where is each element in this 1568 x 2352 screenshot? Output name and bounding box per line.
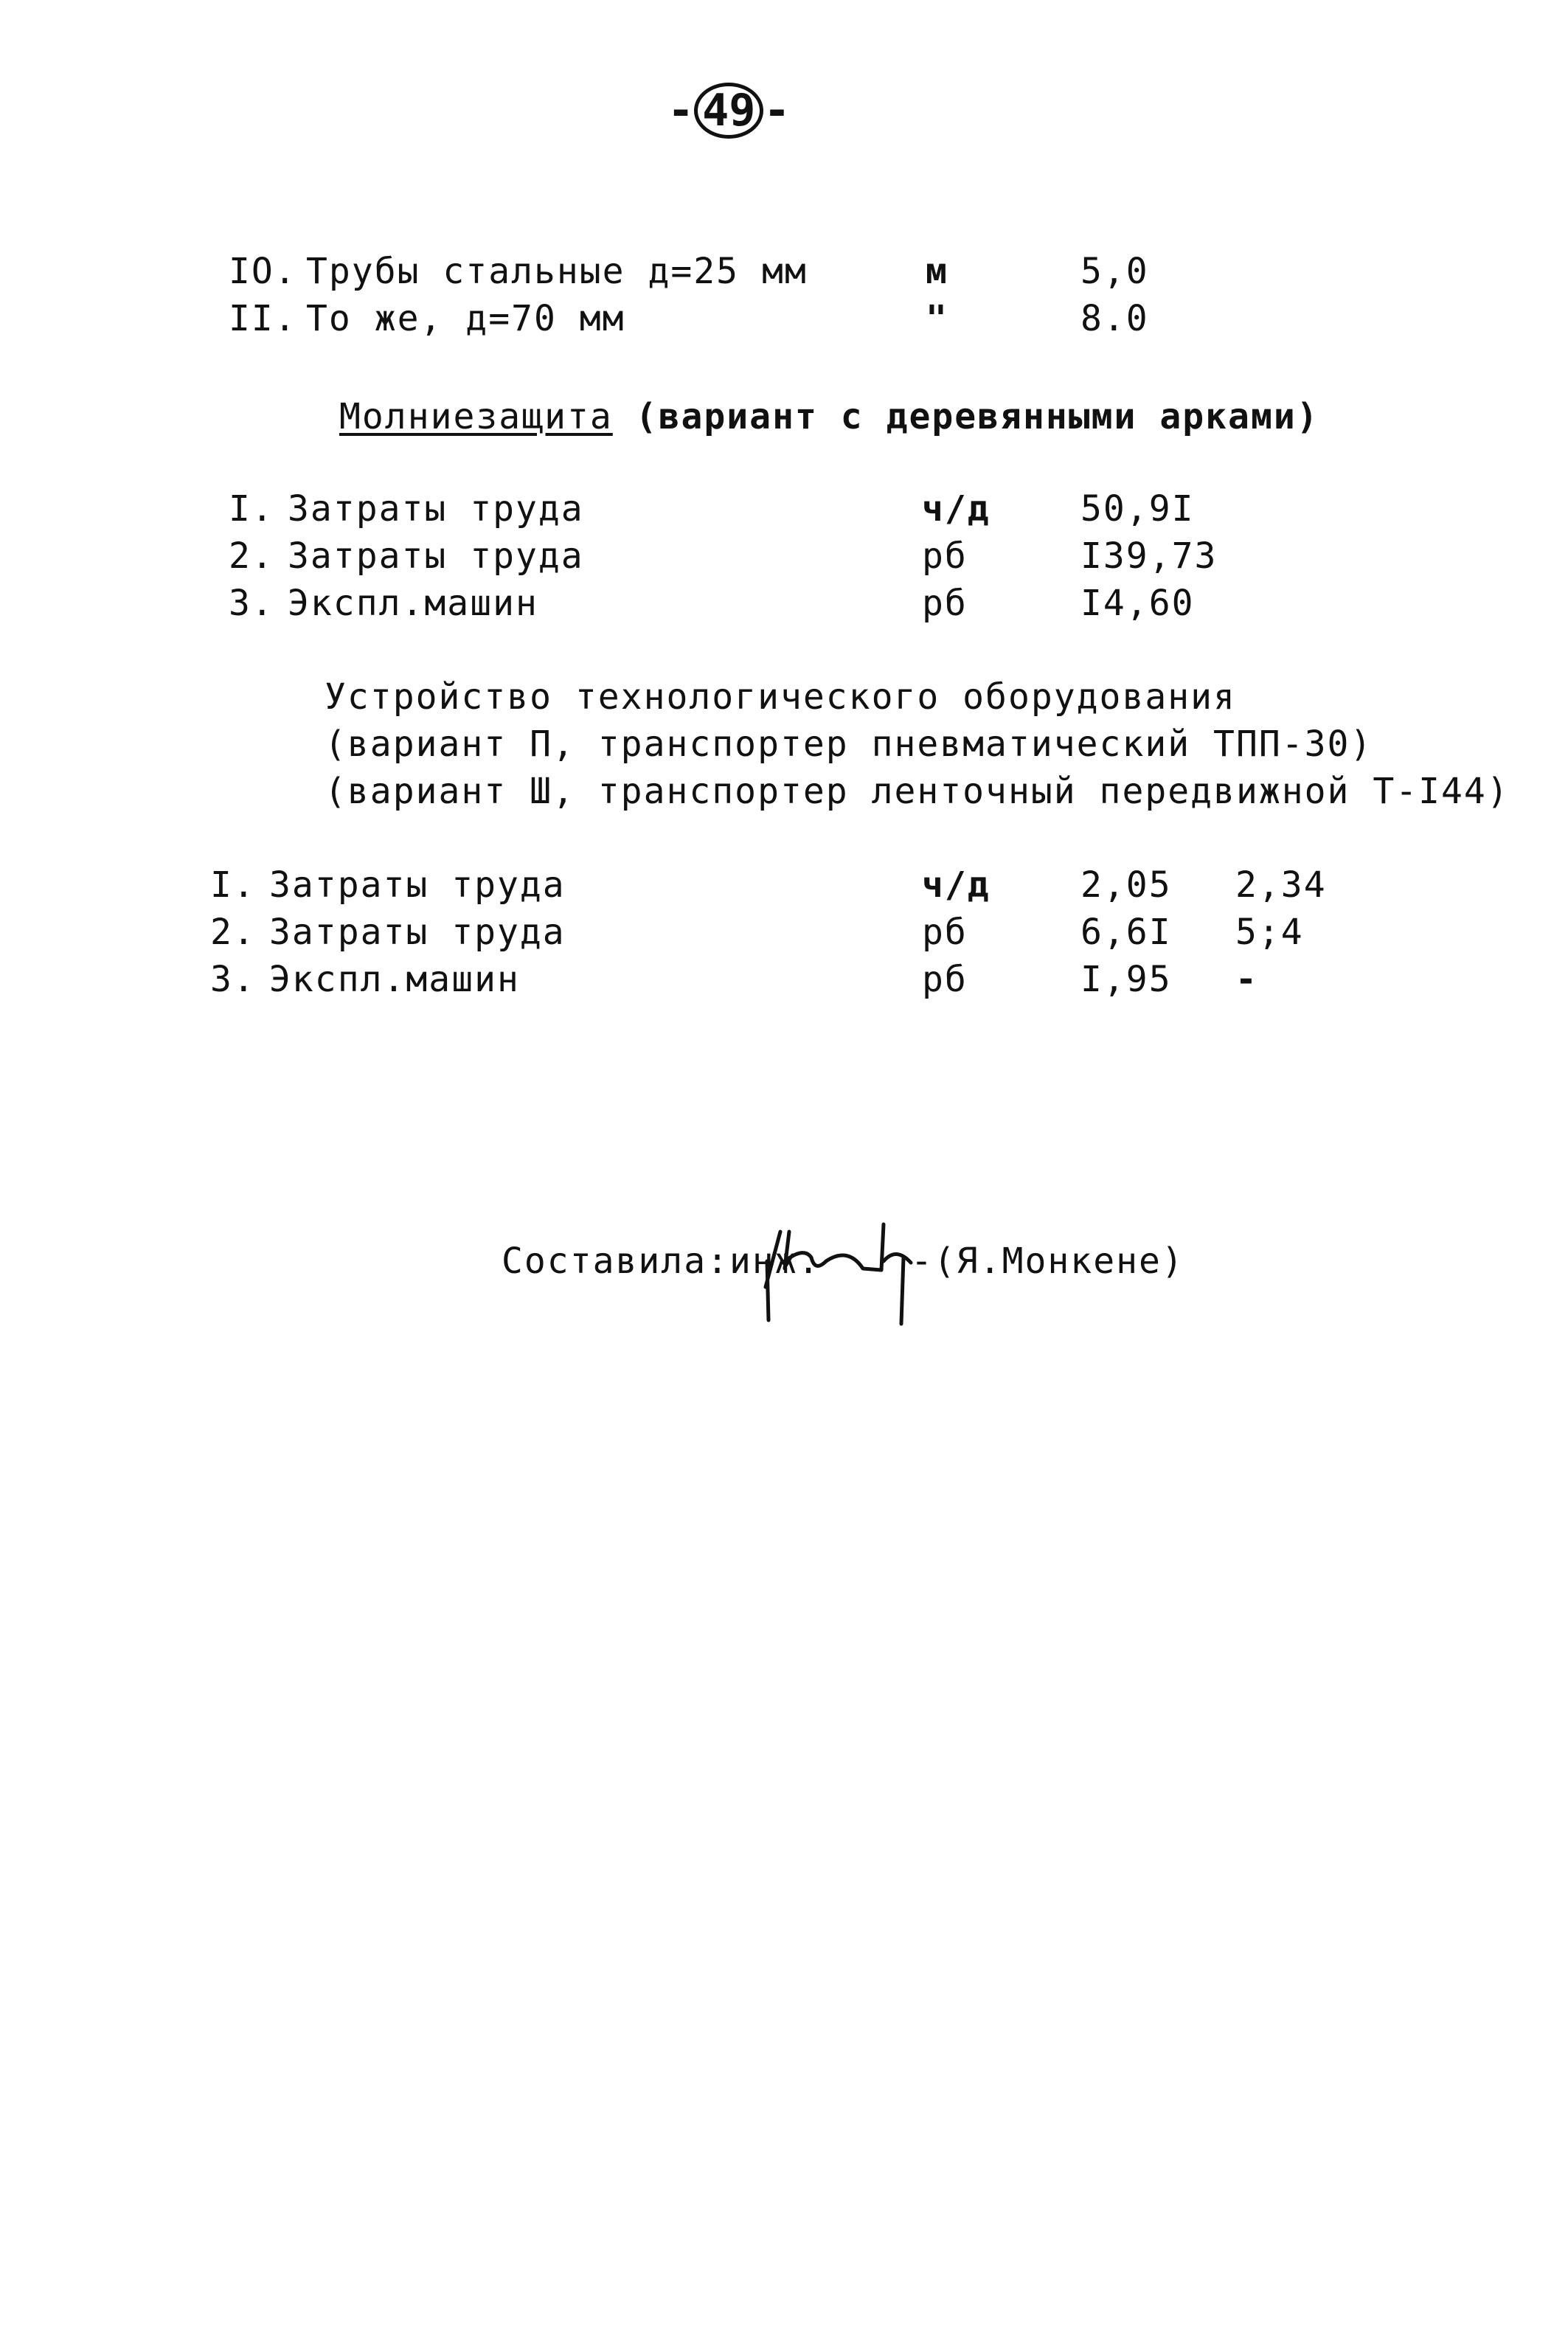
equipment-heading-line-1: Устройство технологического оборудования — [325, 676, 1236, 718]
lightning-row-2-unit: рб — [922, 535, 968, 577]
lightning-row-2-name: Затраты труда — [288, 535, 584, 577]
equipment-row-1-num: I. — [210, 864, 256, 906]
lightning-row-2-num: 2. — [229, 535, 274, 577]
page-number-value: 49 — [694, 83, 763, 139]
lightning-row-1-value: 50,9I — [1080, 488, 1195, 530]
equipment-row-2-num: 2. — [210, 912, 256, 953]
equipment-row-1-unit: ч/д — [922, 864, 991, 906]
lightning-row-3-unit: рб — [922, 583, 968, 624]
lightning-heading-rest: (вариант с деревянными арками) — [612, 396, 1319, 437]
lightning-row-3-name: Экспл.машин — [288, 583, 538, 624]
equipment-row-3-unit: рб — [922, 959, 968, 1000]
pipes-row-2-name: То же, д=70 мм — [306, 298, 625, 339]
lightning-row-3-value: I4,60 — [1080, 583, 1195, 624]
lightning-row-3-num: 3. — [229, 583, 274, 624]
equipment-row-1-value-2: 2,34 — [1235, 864, 1327, 906]
equipment-row-2-name: Затраты труда — [269, 912, 566, 953]
compiled-name: -(Я.Монкене) — [911, 1241, 1184, 1282]
lightning-heading-underlined: Молниезащита — [339, 396, 613, 437]
lightning-row-1-num: I. — [229, 488, 274, 530]
equipment-heading-line-3: (вариант Ш, транспортер ленточный передвижной Т-I44) — [325, 771, 1510, 812]
pipes-row-1-value: 5,0 — [1080, 251, 1149, 292]
equipment-row-2-value-2: 5;4 — [1235, 912, 1304, 953]
equipment-row-3-value-2: - — [1235, 959, 1258, 1000]
pipes-row-2-num: II. — [229, 298, 297, 339]
equipment-row-3-num: 3. — [210, 959, 256, 1000]
equipment-row-3-name: Экспл.машин — [269, 959, 520, 1000]
pipes-row-1-num: IO. — [229, 251, 297, 292]
pipes-row-1-unit: м — [926, 251, 948, 292]
equipment-row-1-value-1: 2,05 — [1080, 864, 1172, 906]
pipes-row-2-unit: " — [926, 298, 948, 339]
pipes-row-1-name: Трубы стальные д=25 мм — [306, 251, 808, 292]
lightning-row-2-value: I39,73 — [1080, 535, 1218, 577]
pipes-row-2-value: 8.0 — [1080, 298, 1149, 339]
equipment-row-2-value-1: 6,6I — [1080, 912, 1172, 953]
lightning-heading — [339, 395, 1319, 439]
compiled-label: Составила:инж. — [502, 1241, 821, 1282]
signature — [760, 1217, 929, 1328]
equipment-heading-line-2: (вариант П, транспортер пневматический ТПП-30) — [325, 724, 1373, 765]
equipment-row-1-name: Затраты труда — [269, 864, 566, 906]
lightning-row-1-unit: ч/д — [922, 488, 991, 530]
equipment-row-3-value-1: I,95 — [1080, 959, 1172, 1000]
page-number: - 49 - — [667, 81, 791, 140]
equipment-row-2-unit: рб — [922, 912, 968, 953]
lightning-row-1-name: Затраты труда — [288, 488, 584, 530]
